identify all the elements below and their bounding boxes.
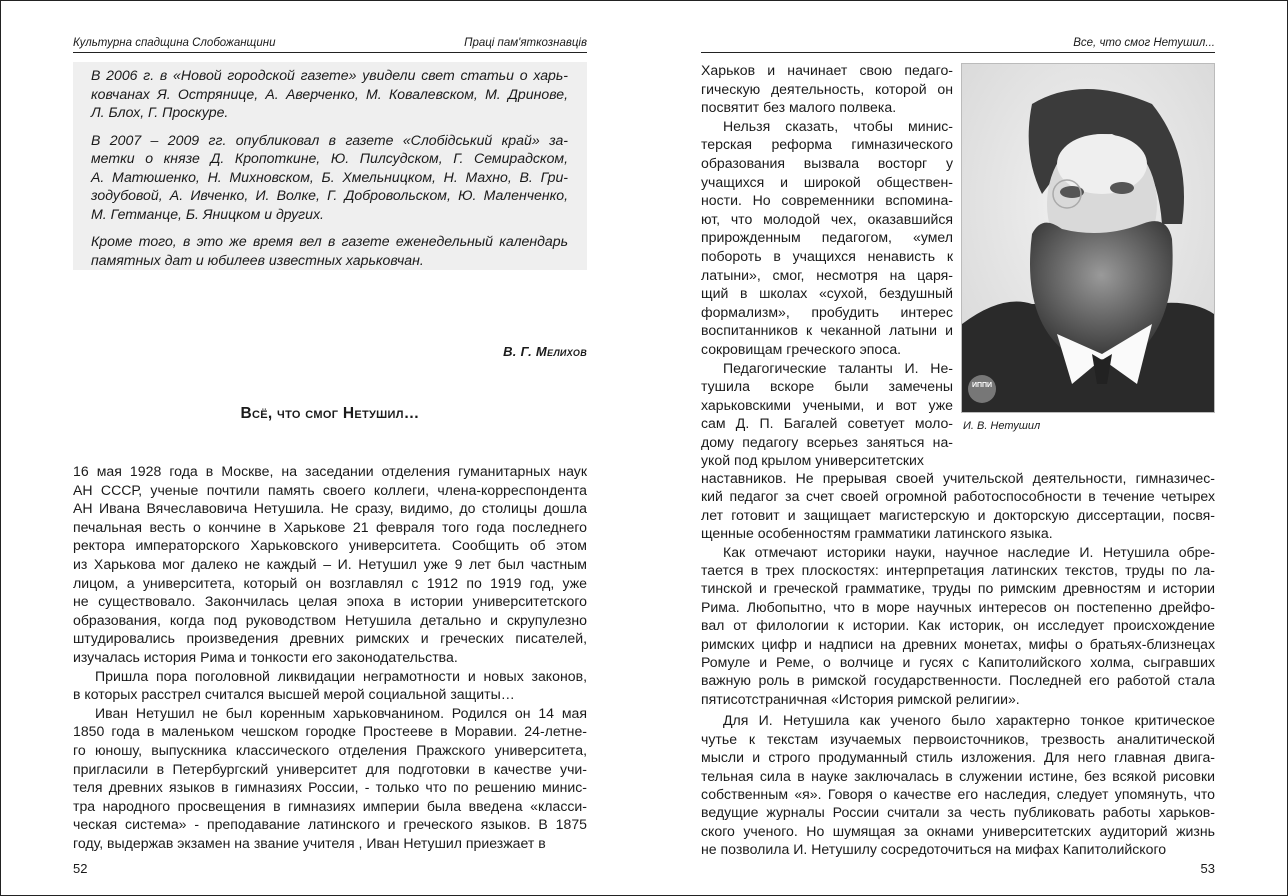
text-line: ского ученого. Но шумящая за окнами университетских аудиторий жизнь — [701, 822, 1215, 839]
text-line: побороть в учащихся ненависть к — [701, 247, 953, 264]
paragraph — [701, 61, 953, 117]
text-line: памятных дат и юбилеев известных харьковчан. — [91, 251, 424, 268]
text-line: АН СССР, ученые почтили память своего коллеги, члена-корреспондента — [73, 481, 587, 498]
text-line: тельная сила в науке заключалась в служении истине, без всякой рисовки — [701, 767, 1215, 784]
article-author: В. Г. Мелихов — [503, 344, 587, 359]
text-line: мысли и строго продуманный стиль изложения. Для него главная двига- — [701, 749, 1215, 766]
text-line: ректора императорского Харьковского университета. Сообщить об этом — [73, 537, 587, 554]
text-line: образования, когда под руководством Нетушила детально и скрупулезно — [73, 611, 587, 628]
text-line: Пришла пора поголовной ликвидации неграмотности и новых законов, — [95, 667, 587, 684]
text-line: Харьков и начинает свою педаго- — [701, 62, 953, 78]
text-line: вал от филологии к истории. Как историк, он исследует происхождение — [701, 617, 1215, 634]
paragraph — [73, 704, 587, 853]
text-line: Иван Нетушил не был коренным харьковчанином. Родился он 14 мая — [95, 704, 587, 721]
text-line: пригласили в Петербургский университет для подготовки в качестве учи- — [73, 760, 587, 777]
text-line: Нельзя сказать, чтобы минис- — [723, 117, 953, 134]
text-line: го юношу, выпускника классического отделения Пражского университета, — [73, 741, 587, 758]
page-number-right: 53 — [1200, 861, 1215, 876]
text-line: изучалась история Рима и тонкости его законодательства. — [73, 648, 458, 665]
text-line: дому педагогу всерьез заняться на- — [701, 433, 953, 450]
text-line: 16 мая 1928 года в Москве, на заседании отделения гуманитарных наук — [73, 463, 587, 479]
paragraph — [701, 711, 1215, 858]
paragraph — [73, 667, 587, 704]
paragraph — [73, 462, 587, 667]
text-line: штудировались произведения древних римских и греческих писателей, — [73, 630, 587, 647]
text-line: сам Д. П. Багалей советует моло- — [701, 415, 953, 432]
text-line: важную роль в римской государственности. Последней его работой стала — [701, 672, 1215, 689]
text-line: теля древних языков в гимназиях России, - только что по решению минис- — [73, 779, 587, 796]
text-line: В 2007 – 2009 гг. опубликовал в газете «Слобідський край» за- — [91, 131, 568, 148]
paragraph — [701, 543, 1215, 709]
article-body-left — [73, 462, 587, 852]
article-body-narrow-column — [701, 61, 953, 470]
text-line: году, выдержав экзамен на звание учителя , Иван Нетушил приезжает в — [73, 834, 546, 851]
text-line: печальная весть о кончине в Харькове 21 февраля того года последнего — [73, 518, 587, 535]
paragraph — [91, 232, 568, 269]
text-line: лет готовит и защищает магистерскую и докторскую диссертации, посвя- — [701, 506, 1215, 523]
text-line: тра народного просвещения в гимназиях империи была введена «класси- — [73, 797, 587, 814]
text-line: тается в трех плоскостях: интерпретация латинских текстов, труды по ла- — [701, 562, 1215, 579]
header-rule — [73, 52, 587, 53]
text-line: прирожденным педагогом, «умел — [701, 229, 953, 246]
page-number-left: 52 — [73, 861, 88, 876]
text-line: не существовало. Закончилась целая эпоха в истории университетского — [73, 593, 587, 610]
bio-box-text — [91, 66, 568, 278]
text-line: пятисотстраничная «История римской религии». — [701, 690, 1020, 707]
paragraph — [701, 359, 953, 471]
article-body-right — [701, 469, 1215, 859]
text-line: наставников. Не прерывая своей учительской деятельности, гимназичес- — [701, 470, 1215, 486]
text-line: ковчанах Я. Острянице, А. Аверченко, М. Ковалевском, М. Дринове, — [91, 85, 568, 102]
text-line: не позволила И. Нетушилу сосредоточиться на мифах Капитолийского — [701, 841, 1167, 858]
text-line: М. Гетманце, Б. Яницком и других. — [91, 205, 324, 222]
text-line: сокровищам греческого эпоса. — [701, 340, 902, 357]
text-line: щий в школах «сухой, бездушный — [701, 285, 953, 302]
text-line: щенные особенностям грамматики латинского языка. — [701, 525, 1053, 542]
text-line: тушила вскоре были замечены — [701, 378, 953, 395]
text-line: ют, что молодой чех, оказавшийся — [701, 210, 953, 227]
text-line: римских цифр и надписи на древних монетах, мифы о братьях-близнецах — [701, 635, 1215, 652]
text-line: из Харькова мог далеко не каждый – И. Нетушил уже 9 лет был частным — [73, 555, 587, 572]
photo-watermark-logo: ИППИ — [971, 382, 993, 389]
text-line: лицом, а университета, который он возглавлял с 1912 по 1919 год, уже — [73, 574, 587, 591]
paragraph — [701, 469, 1215, 543]
paragraph — [91, 66, 568, 122]
text-line: Для И. Нетушила как ученого было характерно тонкое критическое — [723, 712, 1215, 729]
text-line: зодубовой, А. Ивченко, И. Волке, Г. Добровольском, Ю. Маленченко, — [91, 187, 568, 203]
running-header-left: Культурна спадщина Слобожанщини — [73, 37, 276, 49]
text-line: гическую деятельность, которой он — [701, 80, 953, 97]
text-line: Рима. Любопытно, что в море научных интересов он постепенно дрейфо- — [701, 598, 1215, 615]
running-header-section: Праці пам'яткознавців — [464, 37, 587, 49]
text-line: формализм», пробудить интерес — [701, 303, 953, 320]
text-line: ческая система» - преподавание латинского и греческого языков. В 1875 — [73, 816, 587, 833]
text-line: кий педагог за счет своей огромной работоспособности в течение четырех — [701, 488, 1215, 505]
article-title: Всё, что смог Нетушил… — [240, 405, 420, 422]
text-line: собственным «я». Говоря о качестве его наследия, следует упомянуть, что — [701, 785, 1215, 802]
photo-caption: И. В. Нетушил — [963, 420, 1041, 432]
text-line: терская реформа гимназического — [701, 136, 953, 153]
text-line: Педагогические таланты И. Не- — [723, 359, 953, 376]
text-line: Кроме того, в это же время вел в газете еженедельный календарь — [91, 233, 568, 249]
text-line: латыни», смог, несмотря на царя- — [701, 266, 953, 283]
text-line: тинской и греческой грамматике, труды по римским древностям и истории — [701, 580, 1215, 597]
paragraph — [701, 117, 953, 359]
text-line: ведущие журналы России считали за честь публиковать работы харьков- — [701, 804, 1215, 821]
text-line: воспитанников к чеканной латыни и — [701, 322, 953, 339]
text-line: метки о князе Д. Кропоткине, Ю. Пилсудском, Г. Семирадском, — [91, 150, 568, 166]
running-header-right: Все, что смог Нетушил... — [1073, 37, 1215, 49]
paragraph — [91, 131, 568, 224]
text-line: образования вызвала восторг у — [701, 154, 953, 171]
text-line: посвятит без малого полвека. — [701, 99, 897, 116]
text-line: в которых расстрел считался высшей мерой социальной защиты… — [73, 686, 515, 703]
text-line: А. Матюшенко, Н. Михновском, Б. Хмельницком, Н. Махно, В. Гри- — [91, 168, 568, 185]
text-line: Как отмечают историки науки, научное наследие И. Нетушила обре- — [723, 543, 1215, 560]
text-line: В 2006 г. в «Новой городской газете» увидели свет статьи о харь- — [91, 67, 568, 83]
text-line: 1850 года в маленьком чешском городке Простееве в Моравии. 24-летне- — [73, 723, 587, 740]
portrait-image — [962, 64, 1214, 412]
text-line: учащихся и широкой обществен- — [701, 173, 953, 190]
text-line: Ромуле и Реме, о волчице и гусях с Капитолийского холма, сыгравших — [701, 654, 1215, 671]
text-line: Л. Блох, Г. Проскуре. — [91, 104, 229, 120]
text-line: харьковскими учеными, и вот уже — [701, 396, 953, 413]
text-line: АН Ивана Вячеславовича Нетушила. Не сразу, видимо, до столицы дошла — [73, 500, 587, 517]
text-line: чутье к текстам изучаемых первоисточников, трезвость аналитической — [701, 730, 1215, 747]
text-line: ности. Но современники вспомина- — [701, 192, 953, 209]
header-rule — [701, 52, 1215, 53]
text-line: укой под крылом университетских — [701, 452, 924, 469]
portrait-photo — [961, 63, 1215, 413]
